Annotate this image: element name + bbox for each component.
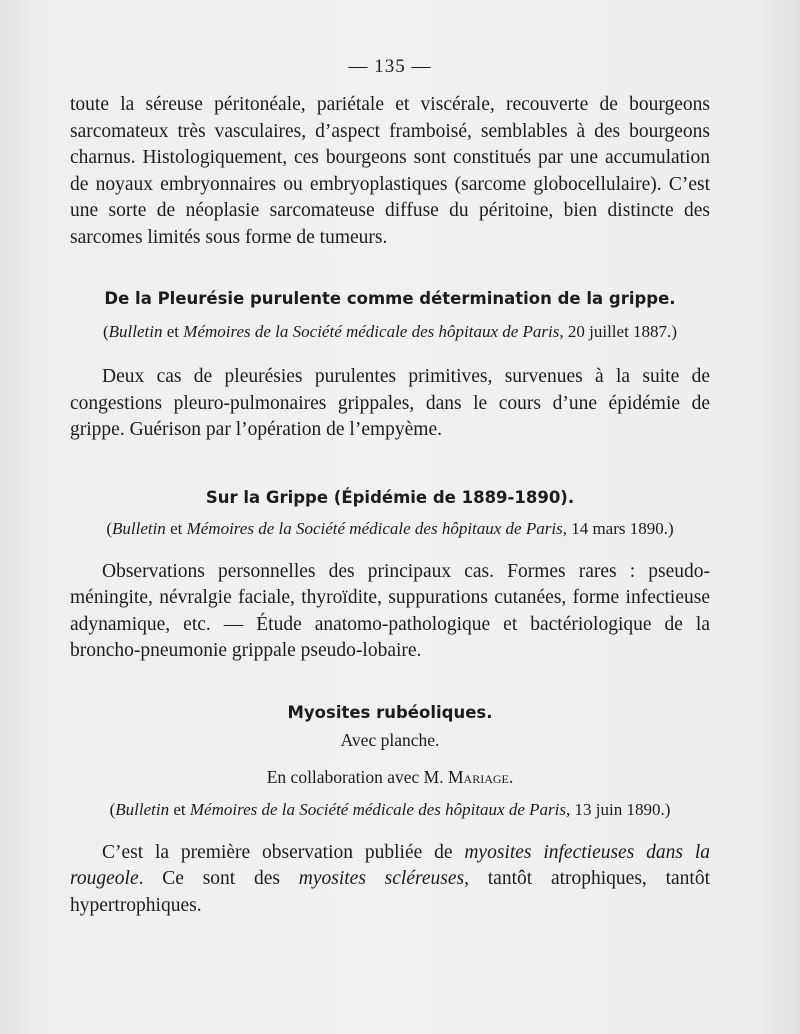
body-emphasis: myosites infectieuses dans la rougeole	[70, 841, 710, 889]
heading-myosites: Myosites rubéoliques.	[287, 702, 493, 722]
heading-grippe: Sur la Grippe (Épidémie de 1889-1890).	[205, 487, 575, 507]
ref-journal: Bulletin	[108, 322, 163, 341]
body-emphasis: myosites scléreuses	[298, 868, 465, 889]
ref-society: Mémoires de la Société médicale des hôpitaux de Paris	[189, 799, 566, 819]
reference-grippe: (Bulletin et Mémoires de la Société médicale des hôpitaux de Paris, 14 mars 1890.)	[106, 518, 674, 538]
paragraph-pleurisy: Deux cas de pleurésies purulentes primitives, survenues à la suite de congestions pleuro-pulmonaires grippales, dans le cours d’une épidémie de grippe. Guérison par l’opération de l’empyème.	[70, 366, 710, 440]
paragraph-sarcoma: toute la séreuse péritonéale, pariétale et viscérale, recouverte de bourgeons sarcomateux très vasculaires, d’aspect framboisé, semblables à des bourgeons charnus. Histologiquement, ces bourgeons sont constitués par une accumulation de noyaux embryonnaires ou embryoplastiques (sarcome globocellulaire). C’est une sorte de néoplasie sarcomateuse diffuse du péritoine, bien distincte des sarcomes limités sous forme de tumeurs.	[70, 94, 710, 248]
subtitle-plate: Avec planche.	[340, 729, 440, 750]
reference-myosites: (Bulletin et Mémoires de la Société médicale des hôpitaux de Paris, 13 juin 1890.)	[109, 799, 671, 819]
body-text: C’est la première observation publiée de	[102, 841, 465, 863]
collab-suffix: .	[508, 766, 514, 787]
collaboration-line	[70, 767, 710, 788]
ref-and: et	[166, 322, 180, 341]
ref-date: , 14 mars 1890.	[562, 518, 668, 538]
ref-society: Mémoires de la Société médicale des hôpitaux de Paris	[183, 322, 560, 341]
ref-and: et	[170, 518, 183, 538]
collab-name: Mariage	[448, 766, 509, 787]
body-text: . Ce sont des	[138, 868, 299, 889]
heading-pleurisy: De la Pleurésie purulente comme détermination de la grippe.	[104, 289, 676, 308]
ref-date: , 13 juin 1890.	[566, 799, 665, 819]
ref-society: Mémoires de la Société médicale des hôpitaux de Paris	[186, 518, 563, 538]
paragraph-myosites	[70, 840, 710, 920]
collab-prefix: En collaboration avec M.	[266, 766, 444, 787]
ref-journal: Bulletin	[111, 518, 166, 538]
reference-pleurisy: (Bulletin et Mémoires de la Société médicale des hôpitaux de Paris, 20 juillet 1887.)	[103, 322, 677, 341]
ref-journal: Bulletin	[115, 799, 170, 819]
page-content	[70, 56, 710, 919]
ref-date: , 20 juillet 1887.	[559, 322, 672, 341]
body-text: , tantôt atrophiques, tantôt hypertrophiques.	[70, 868, 710, 916]
paragraph-grippe: Observations personnelles des principaux cas. Formes rares : pseudo-méningite, névralgie faciale, thyroïdite, suppurations cutanées, forme infectieuse adynamique, etc. — Étude anatomo-pathologique et bactériologique de la broncho-pneumonie grippale pseudo-lobaire.	[70, 560, 710, 661]
ref-and: et	[173, 799, 186, 819]
page-number: — 135 —	[348, 56, 432, 77]
